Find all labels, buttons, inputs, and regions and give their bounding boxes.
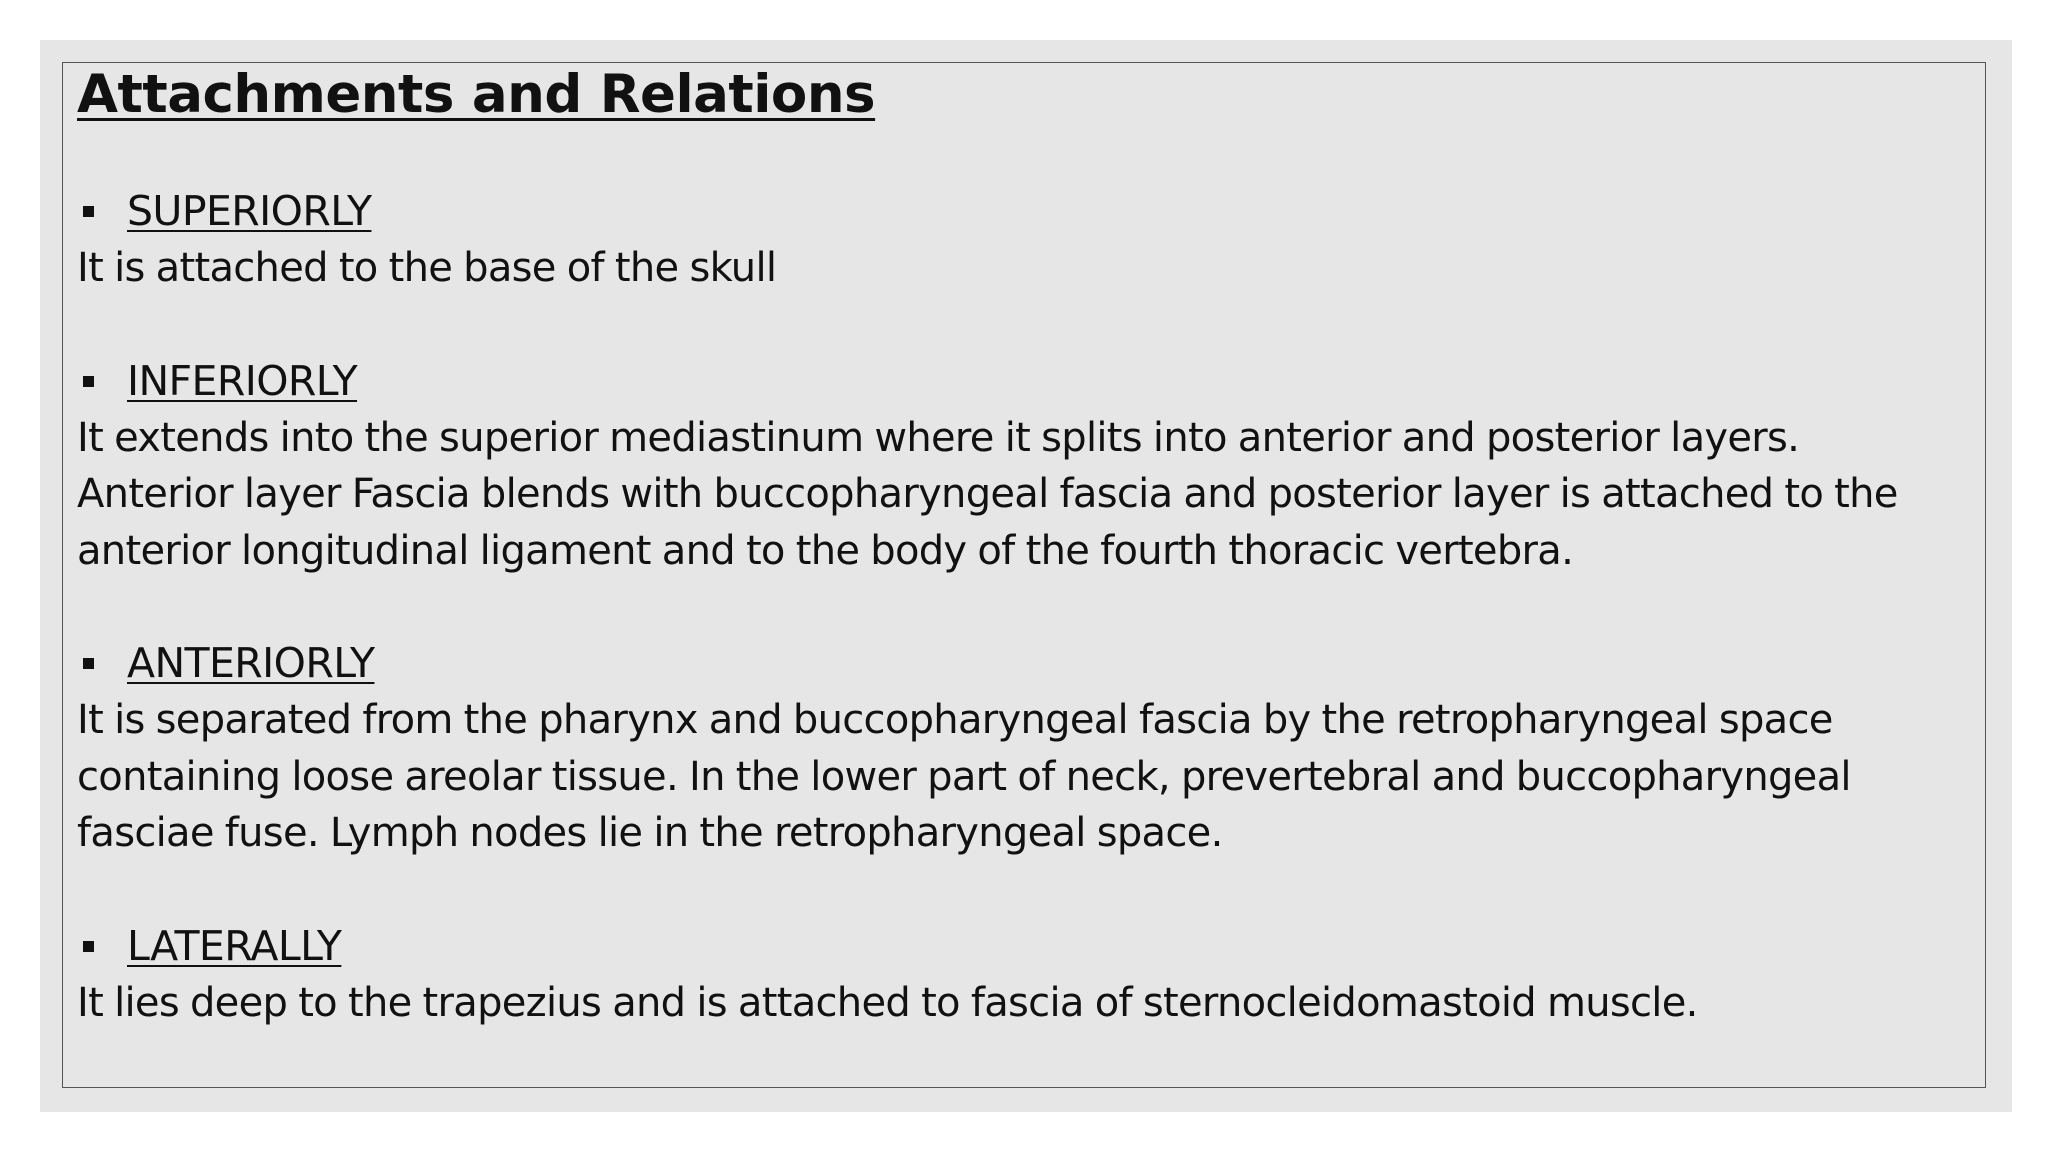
square-bullet-icon (83, 206, 94, 217)
section-heading (77, 918, 1967, 975)
section-body-line: It extends into the superior mediastinum where it splits into anterior and posterior layers. (77, 414, 1800, 461)
section-body-line: anterior longitudinal ligament and to the body of the fourth thoracic vertebra. (77, 527, 1574, 574)
section-anteriorly (77, 635, 1967, 862)
section-heading (77, 353, 1967, 410)
section-body-line: containing loose areolar tissue. In the lower part of neck, prevertebral and buccopharyngeal (77, 753, 1851, 800)
section-laterally (77, 918, 1967, 1032)
section-heading (77, 183, 1967, 240)
section-body-line: It is separated from the pharynx and buccopharyngeal fascia by the retropharyngeal space (77, 697, 1833, 743)
section-inferiorly (77, 353, 1967, 580)
section-heading-label: ANTERIORLY (127, 639, 375, 687)
slide (40, 40, 2012, 1112)
section-heading-label: LATERALLY (127, 921, 342, 970)
section-heading-label: SUPERIORLY (127, 187, 372, 235)
content-frame (62, 62, 1986, 1088)
square-bullet-icon (83, 658, 94, 669)
section-heading (77, 635, 1967, 692)
section-body-line: fasciae fuse. Lymph nodes lie in the retropharyngeal space. (77, 810, 1223, 856)
slide-content (77, 63, 1967, 1031)
section-heading-label: INFERIORLY (127, 356, 358, 405)
section-body-line: Anterior layer Fascia blends with buccopharyngeal fascia and posterior layer is attached to the (77, 471, 1898, 517)
section-superiorly (77, 183, 1967, 297)
section-body-line: It is attached to the base of the skull (77, 245, 777, 291)
square-bullet-icon (83, 376, 94, 387)
section-body-line: It lies deep to the trapezius and is attached to fascia of sternocleidomastoid muscle. (77, 979, 1698, 1026)
square-bullet-icon (83, 941, 94, 952)
slide-title: Attachments and Relations (77, 64, 876, 125)
